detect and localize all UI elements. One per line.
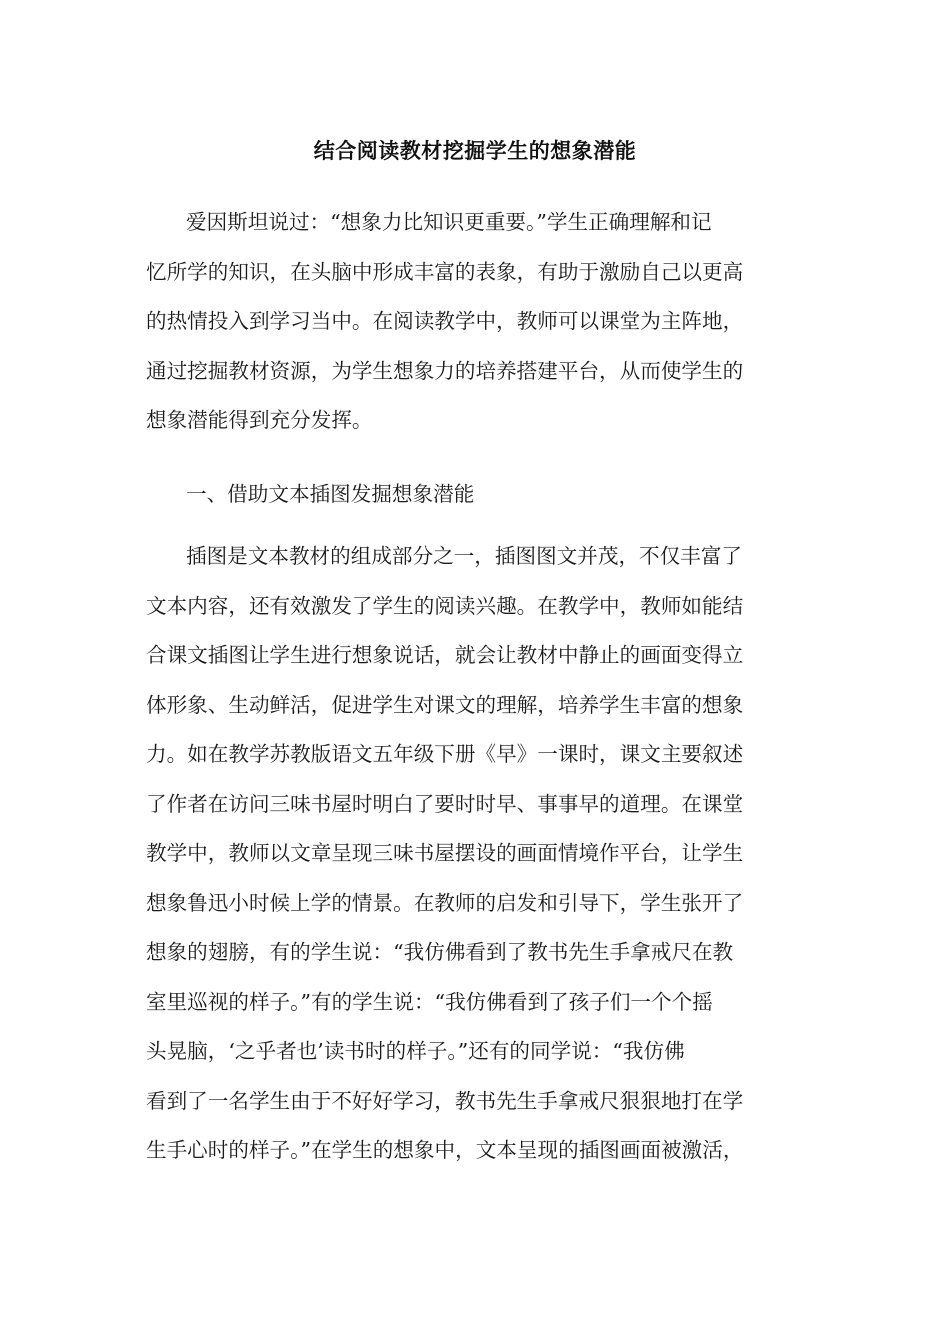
paragraph-line: 看到了一名学生由于不好好学习，教书先生手拿戒尺狠狠地打在学 (146, 1088, 744, 1113)
paragraph-line: 了作者在访问三味书屋时明白了要时时早、事事早的道理。在课堂 (146, 791, 744, 816)
paragraph-line: 忆所学的知识，在头脑中形成丰富的表象，有助于激励自己以更高 (146, 259, 744, 284)
paragraph-line: 想象鲁迅小时候上学的情景。在教师的启发和引导下，学生张开了 (146, 890, 744, 915)
paragraph-line: 想象的翅膀，有的学生说：“我仿佛看到了教书先生手拿戒尺在教 (146, 940, 734, 964)
section-heading: 一、借助文本插图发掘想象潜能 (186, 482, 475, 506)
paragraph-illustrations (146, 532, 806, 1176)
paragraph-line: 合课文插图让学生进行想象说话，就会让教材中静止的画面变得立 (146, 643, 744, 667)
paragraph-line: 头晃脑，‘之乎者也’读书时的样子。”还有的同学说：“我仿佛 (146, 1039, 685, 1063)
paragraph-intro (146, 198, 806, 446)
paragraph-line: 爱因斯坦说过：“想象力比知识更重要。”学生正确理解和记 (186, 210, 712, 234)
document-title: 结合阅读教材挖掘学生的想象潜能 (313, 138, 637, 163)
paragraph-line: 室里巡视的样子。”有的学生说：“我仿佛看到了孩子们一个个摇 (146, 989, 713, 1014)
paragraph-line: 文本内容，还有效激发了学生的阅读兴趣。在教学中，教师如能结 (146, 593, 744, 618)
paragraph-line: 的热情投入到学习当中。在阅读教学中，教师可以课堂为主阵地， (146, 309, 744, 333)
paragraph-line: 体形象、生动鲜活，促进学生对课文的理解，培养学生丰富的想象 (146, 692, 744, 717)
paragraph-line: 教学中，教师以文章呈现三味书屋摆设的画面情境作平台，让学生 (146, 841, 744, 865)
paragraph-line: 力。如在教学苏教版语文五年级下册《早》一课时，课文主要叙述 (146, 742, 744, 766)
paragraph-line: 插图是文本教材的组成部分之一，插图图文并茂，不仅丰富了 (186, 544, 743, 568)
paragraph-line: 通过挖掘教材资源，为学生想象力的培养搭建平台，从而使学生的 (146, 358, 744, 383)
paragraph-line: 想象潜能得到充分发挥。 (146, 408, 373, 432)
paragraph-line: 生手心时的样子。”在学生的想象中，文本呈现的插图画面被激活， (146, 1138, 744, 1162)
